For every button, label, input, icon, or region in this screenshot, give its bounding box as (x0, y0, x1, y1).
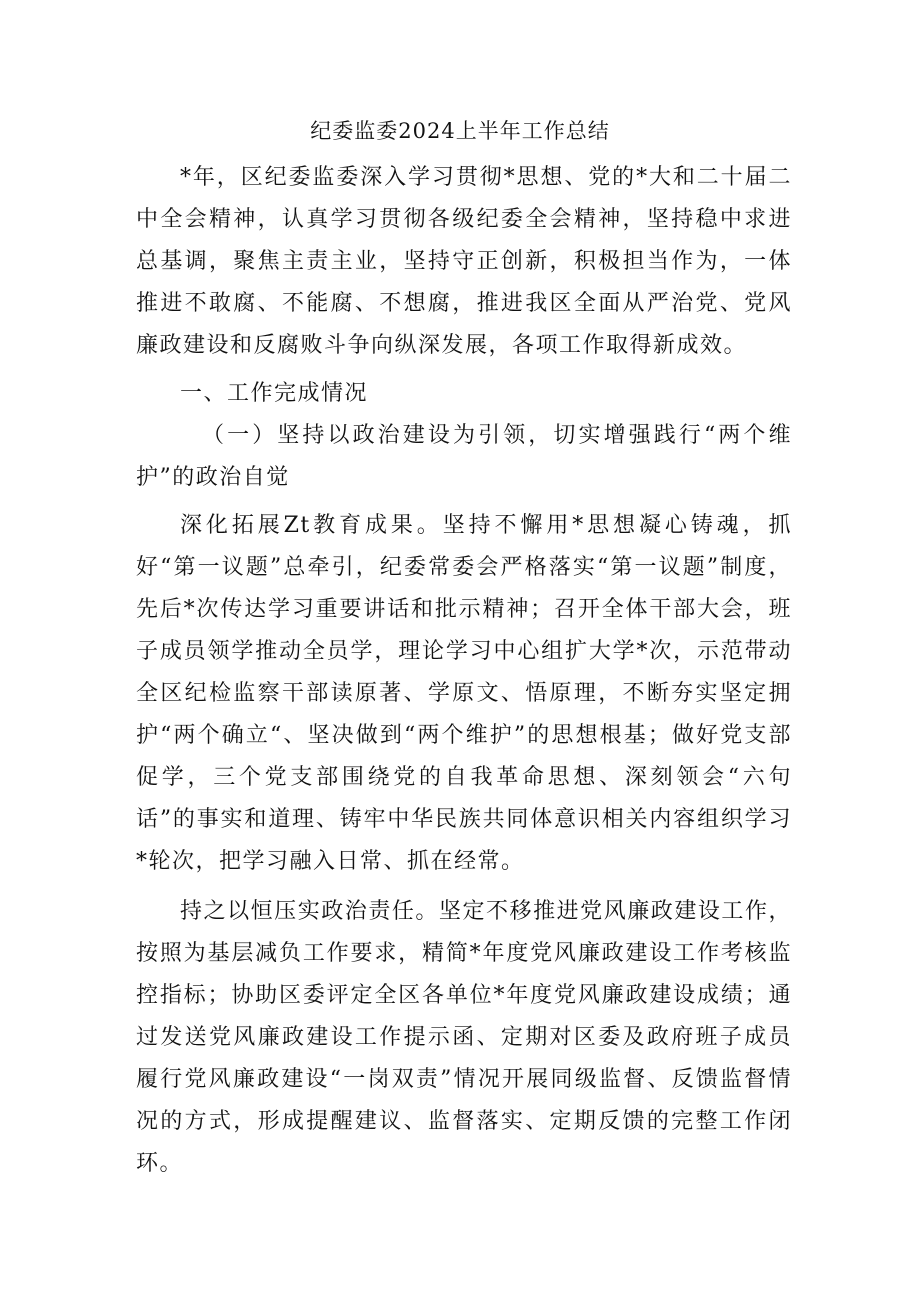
document-body (136, 157, 792, 1185)
paragraph-deepen-education: 深化拓展Zt教育成果。坚持不懈用*思想凝心铸魂，抓好“第一议题”总牵引，纪委常委会严格落实“第一议题”制度，先后*次传达学习重要讲话和批示精神；召开全体干部大会，班子成员领学推动全员学，理论学习中心组扩大学*次，示范带动全区纪检监察干部读原著、学原文、悟原理，不断夯实坚定拥护“两个确立“、坚决做到“两个维护”的思想根基；做好党支部促学，三个党支部围绕党的自我革命思想、深刻领会“六句话”的事实和道理、铸牢中华民族共同体意识相关内容组织学习*轮次，把学习融入日常、抓在经常。 (136, 513, 792, 874)
document-title: 纪委监委2024上半年工作总结 (310, 119, 610, 143)
intro-paragraph: *年，区纪委监委深入学习贯彻*思想、党的*大和二十届二中全会精神，认真学习贯彻各级纪委全会精神，坚持稳中求进总基调，聚焦主责主业，坚持守正创新，积极担当作为，一体推进不敢腐、不能腐、不想腐，推进我区全面从严治党、党风廉政建设和反腐败斗争向纵深发展，各项工作取得新成效。 (136, 165, 792, 358)
section-heading-one: 一、工作完成情况 (180, 381, 369, 406)
subsection-heading-one: （一）坚持以政治建设为引领，切实增强践行“两个维护”的政治自觉 (136, 423, 792, 490)
paragraph-gap (136, 883, 792, 891)
paragraph-political-responsibility: 持之以恒压实政治责任。坚定不移推进党风廉政建设工作，按照为基层减负工作要求，精简*年度党风廉政建设工作考核监控指标；协助区委评定全区各单位*年度党风廉政建设成绩；通过发送党风廉政建设工作提示函、定期对区委及政府班子成员履行党风廉政建设“一岗双责”情况开展同级监督、反馈监督情况的方式，形成提醒建议、监督落实、定期反馈的完整工作闭环。 (136, 899, 792, 1176)
